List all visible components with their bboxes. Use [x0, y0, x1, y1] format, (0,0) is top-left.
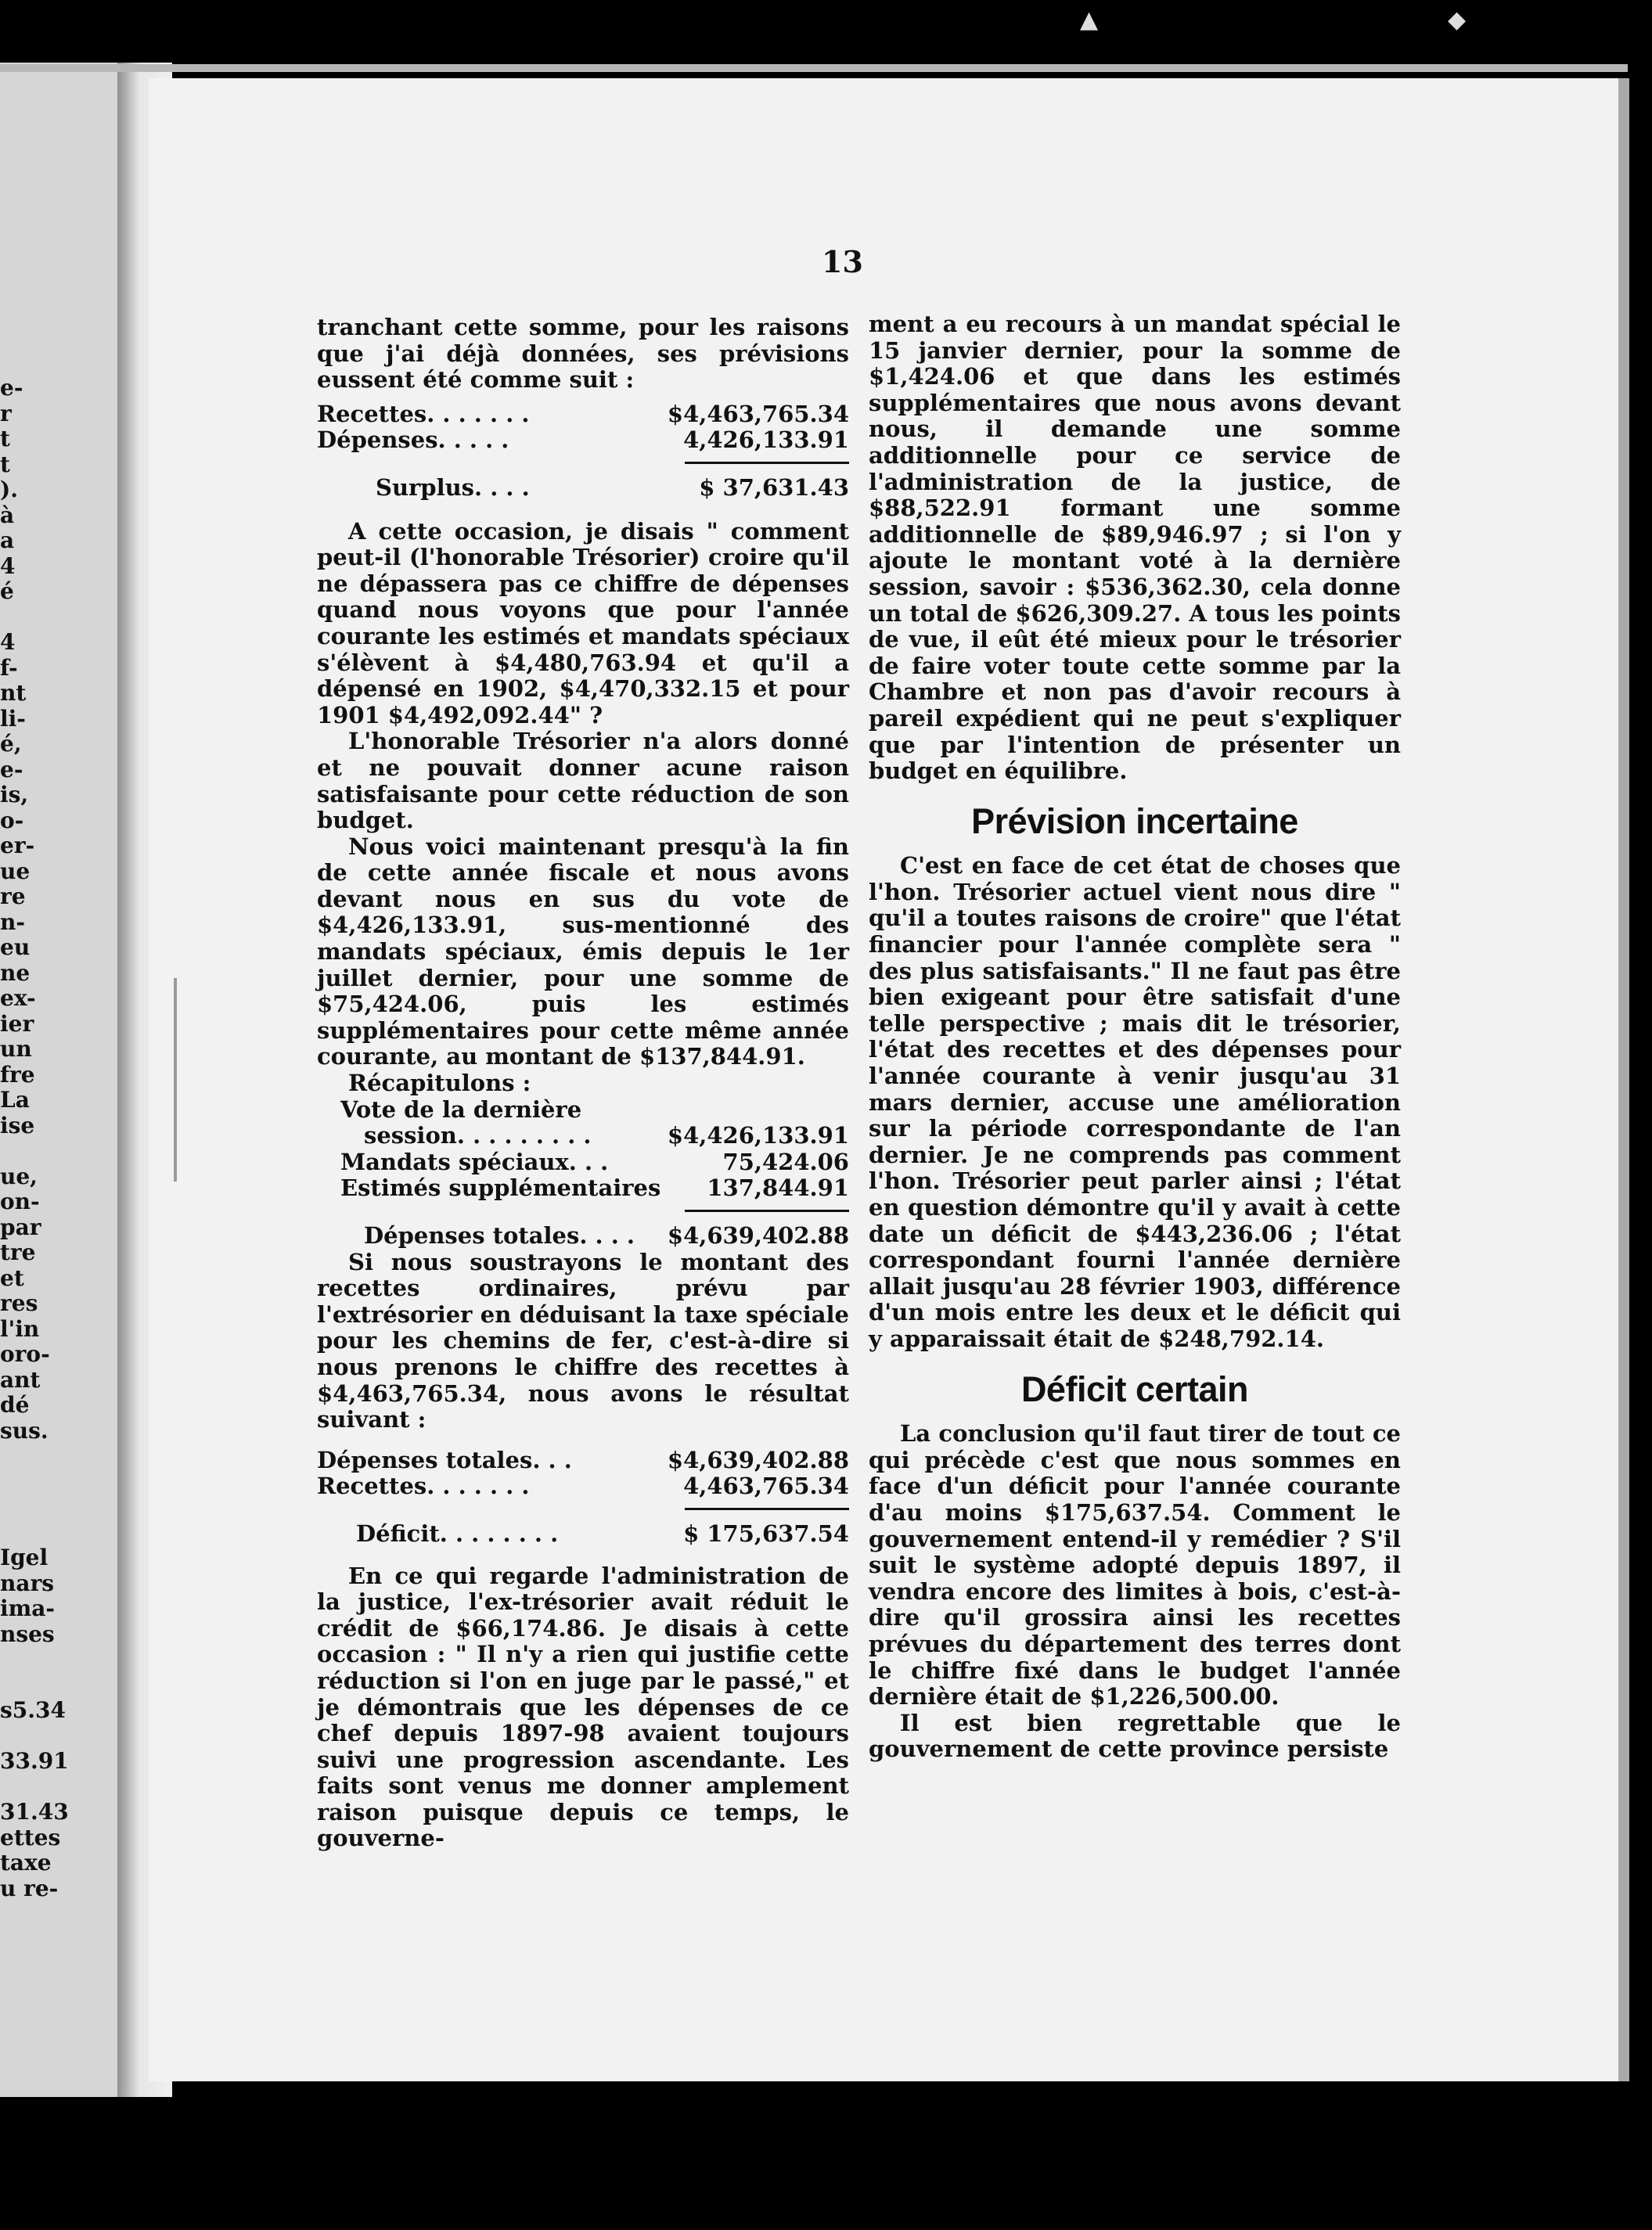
margin-fragment	[0, 1469, 102, 1495]
margin-fragment: res	[0, 1290, 38, 1316]
paragraph: En ce qui regarde l'administration de la justice, l'ex-trésorier avait réduit le crédit de $66,174.86. Je disais à cette occasion : " Il n'y a rien qui justifie cette réduction si l'on en juge par le passé," et je démontrais que les dépenses de ce chef depuis 1897-98 avaient toujours suivi une progression ascendante. Les faits sont venus me donner amplement raison puisque depuis ce temps, le gouverne-	[317, 1562, 849, 1852]
margin-fragment: un	[0, 1036, 32, 1062]
paragraph: C'est en face de cet état de choses que l'hon. Trésorier actuel vient nous dire " qu'il a toutes raisons de croire" que l'état financier pour l'année complète sera " des plus satisfaisants." Il ne faut pas être bien exigeant pour être satisfait d'une telle perspective ; mais dit le trésorier, l'état des recettes et des dépenses pour l'année courante à venir jusqu'au 31 mars dernier, accuse une amélioration sur la période correspondante de l'an dernier. Je ne comprends pas comment l'hon. Trésorier peut parler ainsi ; l'état en question démontre qu'il y avait à cette date un déficit de $443,236.06 ; l'état correspondant fourni l'année dernière allait jusqu'au 28 février 1903, différence d'un mois entre les deux et le déficit qui y apparaissait était de $248,792.14.	[869, 852, 1401, 1352]
right-page-edge	[1618, 78, 1629, 2081]
margin-fragment: e-	[0, 375, 23, 401]
margin-fragment: ).	[0, 477, 18, 502]
left-margin-fragments	[0, 376, 102, 1901]
scan-artifact	[174, 978, 177, 1182]
margin-fragment: er-	[0, 833, 35, 858]
recap-table	[317, 1123, 849, 1202]
margin-fragment: fre	[0, 1061, 35, 1088]
margin-fragment: li-	[0, 705, 26, 732]
margin-fragment: sus.	[0, 1417, 49, 1444]
sum-rule	[685, 462, 849, 464]
sum-rule	[685, 1210, 849, 1212]
table-recettes-depenses	[317, 401, 849, 454]
top-edge	[0, 64, 1628, 72]
recap-label: Récapitulons :	[348, 1070, 531, 1097]
margin-fragment: oro-	[0, 1341, 50, 1367]
row-label: Recettes. . . . . . .	[317, 1473, 530, 1500]
margin-fragment: t	[0, 451, 10, 477]
margin-fragment: 31.43	[0, 1799, 69, 1825]
row-label: Recettes. . . . . . .	[317, 400, 530, 427]
paragraph: Nous voici maintenant presqu'à la fin de cette année fiscale et nous avons devant nous en sus du vote de $4,426,133.91, sus-mentionné des mandats spéciaux, émis depuis le 1er juillet dernier, pour une somme de $75,424.06, puis les estimés supplémentaires pour cette même année courante, au montant de $137,844.91.	[317, 833, 849, 1070]
table-row	[317, 401, 849, 428]
margin-fragment	[0, 1494, 102, 1520]
margin-fragment: 4	[0, 552, 16, 579]
margin-fragment: ne	[0, 959, 31, 986]
row-value: $4,639,402.88	[667, 1222, 849, 1249]
row-value: $ 37,631.43	[699, 473, 849, 501]
margin-fragment: tre	[0, 1239, 36, 1265]
row-value: 4,426,133.91	[683, 426, 849, 454]
margin-fragment: on-	[0, 1189, 40, 1214]
margin-fragment: nars	[0, 1570, 55, 1596]
margin-fragment: 33.91	[0, 1748, 69, 1774]
margin-fragment: s5.34	[0, 1697, 66, 1723]
paragraph: La conclusion qu'il faut tirer de tout ce qui précède c'est que nous sommes en face d'un déficit pour l'année courante d'au moins $175,637.54. Comment le gouvernement entend-il y remédier ? S'il suit le système adopté depuis 1897, il vendra encore des limites à bois, c'est-à-dire qu'il grossira ainsi les recettes prévues du département des terres dont le chiffre fixé dans le budget l'année dernière était de $1,226,500.00.	[869, 1420, 1401, 1710]
margin-fragment: à	[0, 502, 15, 528]
row-value: 75,424.06	[722, 1148, 849, 1175]
margin-fragment: ue,	[0, 1163, 38, 1189]
margin-fragment: a	[0, 527, 15, 553]
paragraph: A cette occasion, je disais " comment peut-il (l'honorable Trésorier) croire qu'il ne dépassera pas ce chiffre de dépenses quand nous voyons que pour l'année courante les estimés et mandats spéciaux s'élèvent à $4,480,763.94 et qu'il a dépensé en 1902, $4,470,332.15 et pour 1901 $4,492,092.44" ?	[317, 517, 849, 728]
row-value: $4,426,133.91	[667, 1122, 849, 1149]
margin-fragment: l'in	[0, 1315, 40, 1342]
table-row	[317, 427, 849, 454]
paragraph: Si nous soustrayons le montant des recettes ordinaires, prévu par l'extrésorier en déduisant la taxe spéciale pour les chemins de fer, c'est-à-dire si nous prenons le chiffre des recettes à $4,463,765.34, nous avons le résultat suivant :	[317, 1248, 849, 1433]
margin-fragment: dé	[0, 1392, 30, 1418]
margin-fragment: et	[0, 1264, 24, 1291]
margin-fragment	[0, 1520, 102, 1546]
page-number: 13	[822, 244, 863, 279]
sum-rule	[685, 1508, 849, 1510]
margin-fragment: taxe	[0, 1850, 52, 1876]
table-row	[317, 1473, 849, 1500]
recap-vote-label: Vote de la dernière	[340, 1095, 582, 1123]
row-label: Dépenses. . . . .	[317, 426, 509, 454]
margin-fragment	[0, 1724, 102, 1750]
margin-fragment: ise	[0, 1112, 35, 1138]
row-label: Estimés supplémentaires	[340, 1174, 661, 1202]
margin-fragment	[0, 1673, 102, 1699]
row-label: Surplus. . . .	[376, 473, 530, 501]
margin-fragment: ier	[0, 1010, 34, 1037]
paragraph: tranchant cette somme, pour les raisons que j'ai déjà données, ses prévisions eussent été comme suit :	[317, 314, 849, 394]
table-row	[317, 1175, 849, 1202]
row-value: $4,639,402.88	[667, 1446, 849, 1473]
margin-fragment	[0, 1775, 102, 1800]
table-row	[317, 1123, 849, 1149]
section-heading: Déficit certain	[1020, 1369, 1249, 1409]
paragraph: Il est bien regrettable que le gouvernement de cette province persiste	[869, 1709, 1401, 1763]
margin-fragment: n-	[0, 908, 25, 935]
margin-fragment: nt	[0, 680, 27, 706]
table-deficit	[317, 1448, 849, 1500]
column-right	[869, 311, 1401, 1763]
margin-fragment	[0, 1647, 102, 1673]
scan-mark: ◆	[1448, 6, 1467, 34]
margin-fragment	[0, 1138, 102, 1164]
row-label: Dépenses totales. . . .	[364, 1222, 635, 1249]
scan-mark: ▲	[1080, 6, 1099, 34]
table-row	[317, 1448, 849, 1474]
margin-fragment: re	[0, 883, 26, 909]
row-label: Dépenses totales. . .	[317, 1446, 572, 1473]
row-value: 137,844.91	[707, 1174, 849, 1202]
paragraph: ment a eu recours à un mandat spécial le 15 janvier dernier, pour la somme de $1,424.06 et que dans les estimés supplémentaires que nous avons devant nous, il demande une somme additionnelle pour ce service de l'administration de la justice, de $88,522.91 formant une somme additionnelle de $89,946.97 ; si l'on y ajoute le montant voté à la dernière session, savoir : $536,362.30, cela donne un total de $626,309.27. A tous les points de vue, il eût été mieux pour le trésorier de faire voter toute cette somme par la Chambre et non pas d'avoir recours à pareil expédient qui ne peut s'expliquer que par l'intention de présenter un budget en équilibre.	[869, 311, 1401, 785]
surplus-row	[317, 475, 849, 502]
deficit-row	[317, 1521, 849, 1548]
row-label: session. . . . . . . . .	[364, 1122, 592, 1149]
margin-fragment: nses	[0, 1620, 55, 1647]
column-left	[317, 315, 849, 1852]
margin-fragment: é,	[0, 731, 22, 757]
margin-fragment: 4	[0, 629, 16, 655]
margin-fragment: ant	[0, 1366, 41, 1393]
margin-fragment: Igel	[0, 1545, 49, 1570]
row-label: Déficit. . . . . . . .	[356, 1520, 559, 1547]
margin-fragment: f-	[0, 654, 18, 681]
margin-fragment: ex-	[0, 985, 36, 1011]
margin-fragment: La	[0, 1087, 30, 1113]
total-row	[317, 1223, 849, 1250]
margin-fragment: par	[0, 1214, 41, 1240]
row-value: 4,463,765.34	[683, 1473, 849, 1500]
section-heading: Prévision incertaine	[971, 800, 1298, 841]
row-value: $4,463,765.34	[667, 400, 849, 427]
margin-fragment	[0, 1444, 102, 1469]
margin-fragment: e-	[0, 756, 23, 782]
margin-fragment: u re-	[0, 1875, 59, 1901]
margin-fragment: ettes	[0, 1824, 61, 1851]
margin-fragment: o-	[0, 807, 24, 833]
margin-fragment: ue	[0, 858, 31, 884]
margin-fragment: ima-	[0, 1595, 56, 1621]
row-label: Mandats spéciaux. . .	[340, 1148, 609, 1175]
margin-fragment: t	[0, 426, 10, 451]
left-page-edge	[0, 63, 117, 2097]
row-value: $ 175,637.54	[683, 1520, 849, 1547]
margin-fragment: r	[0, 400, 12, 426]
margin-fragment: eu	[0, 934, 31, 960]
margin-fragment	[0, 605, 102, 631]
margin-fragment: is,	[0, 782, 29, 807]
paragraph: L'honorable Trésorier n'a alors donné et ne pouvait donner acune raison satisfaisante pour cette réduction de son budget.	[317, 728, 849, 834]
table-row	[317, 1149, 849, 1176]
margin-fragment: é	[0, 578, 14, 604]
